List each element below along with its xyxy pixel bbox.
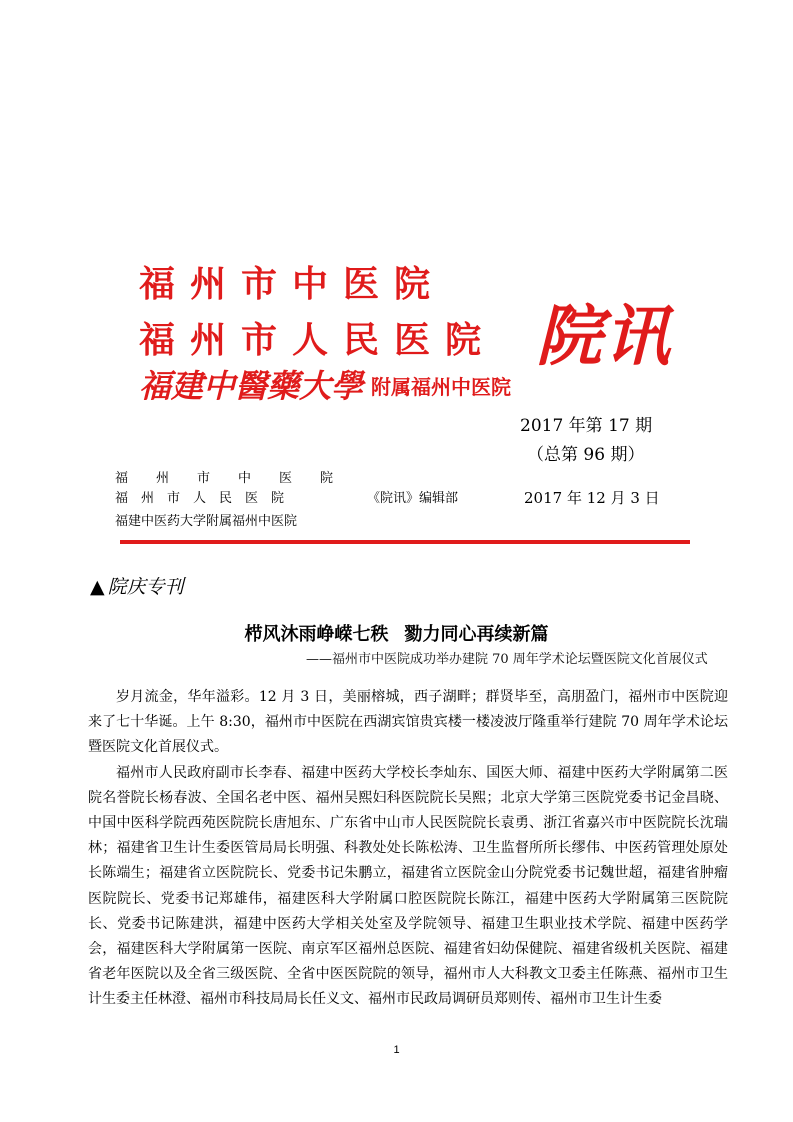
article-paragraph: 福州市人民政府副市长李春、福建中医药大学校长李灿东、国医大师、福建中医药大学附属第二医院名誉院长杨春波、全国名老中医、福州吴熙妇科医院院长吴熙；北京大学第三医院党委书记金昌晓、中国中医科学院西苑医院院长唐旭东、广东省中山市人民医院院长袁勇、浙江省嘉兴市中医院院长沈瑞林；福建省卫生计生委医管局局长明强、科教处处长陈松涛、卫生监督所所长缪伟、中医药管理处原处长陈端生；福建省立医院院长、党委书记朱鹏立，福建省立医院金山分院党委书记魏世超，福建省肿瘤医院院长、党委书记郑雄伟，福建医科大学附属口腔医院院长陈江，福建中医药大学附属第三医院院长、党委书记陈建洪，福建中医药大学相关处室及学院领导、福建卫生职业技术学院、福建中医药学会，福建医科大学附属第一医院、南京军区福州总医院、福建省妇幼保健院、福建省级机关医院、福建省老年医院以及全省三级医院、全省中医医院院的领导，福州市人大科教文卫委主任陈燕、福州市卫生计生委主任林澄、福州市科技局局长任义文、福州市民政局调研员郑则传、福州市卫生计生委 [88,764,728,1008]
sponsor-line-2: 福州市人民医院 [115,491,298,506]
publication-title: 院讯 [536,297,672,375]
sponsor-line-1: 福州市中医院 [115,471,362,486]
masthead-hospital-name-2: 福州市人民医院 [139,319,497,361]
page-number: 1 [393,1044,400,1056]
sponsor-line-3: 福建中医药大学附属福州中医院 [115,514,298,529]
masthead-affiliate-name: 附属福州中医院 [371,375,512,399]
article-paragraph: 岁月流金，华年溢彩。12 月 3 日，美丽榕城，西子湖畔；群贤毕至，高朋盈门，福州市中医院迎来了七十华诞。上午 8:30，福州市中医院在西湖宾馆贵宾楼一楼凌波厅隆重举行建院 70 周年学术论坛暨医院文化首展仪式。 [88,689,728,756]
triangle-icon: ▲ [90,576,105,598]
issue-total-number: （总第 96 期） [527,445,645,465]
university-calligraphy-logo: 福建中醫藥大學 [139,367,364,405]
section-header [90,578,184,597]
masthead-university-line [139,367,512,405]
issue-number: 2017 年第 17 期 [520,416,653,436]
article-title-part-2: 勠力同心再续新篇 [404,624,549,645]
article-title [0,626,793,644]
article-title-part-1: 栉风沐雨峥嵘七秩 [244,624,389,645]
header-divider [120,540,690,544]
article-body [88,685,728,1013]
publication-date: 2017 年 12 月 3 日 [524,489,660,507]
article-subtitle: ——福州市中医院成功举办建院 70 周年学术论坛暨医院文化首展仪式 [306,652,708,667]
section-title: 院庆专刊 [107,576,184,598]
editorial-department: 《院讯》编辑部 [367,491,459,506]
masthead-hospital-name-1: 福州市中医院 [139,263,446,305]
